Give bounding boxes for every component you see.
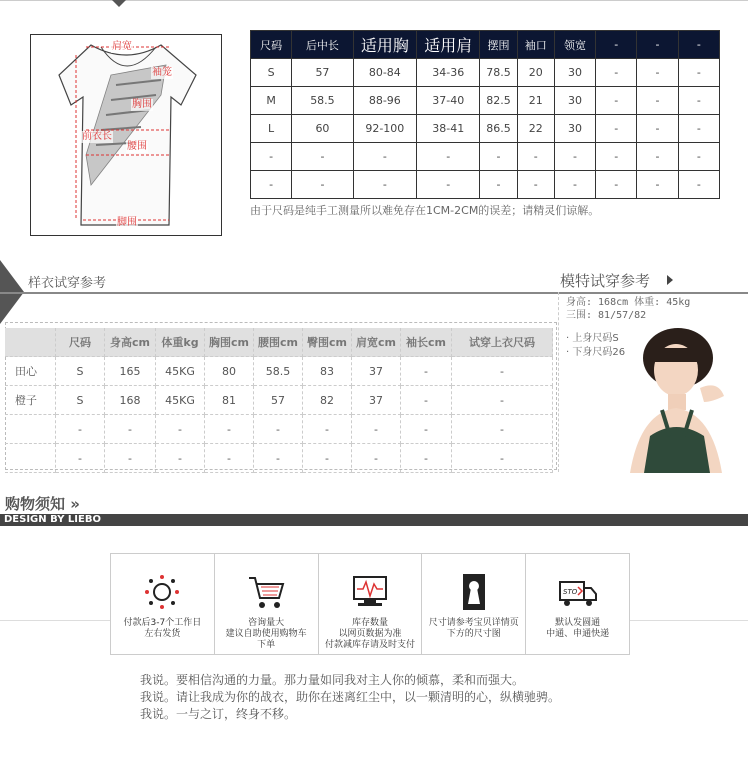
size-cell: -: [596, 115, 637, 143]
shopping-section-bar: [0, 514, 748, 526]
shoulder-label: 肩宽: [112, 41, 132, 52]
trial-table-header: [5, 328, 553, 357]
step-stock: [319, 554, 423, 654]
size-header-cell: -: [678, 31, 719, 59]
trial-cell: 165: [105, 357, 156, 386]
trial-cell: -: [401, 357, 452, 386]
trial-header-cell: 肩宽cm: [352, 328, 401, 357]
trial-cell: [5, 444, 56, 473]
size-cell: 78.5: [480, 59, 517, 87]
trial-cell: -: [205, 415, 254, 444]
size-cell: -: [480, 171, 517, 199]
step-line: 以网页数据为准: [338, 629, 402, 639]
size-header-cell: 后中长: [292, 31, 353, 59]
sleeve-label: 袖笼: [152, 67, 172, 78]
monitor-icon: [350, 572, 390, 612]
size-cell: -: [353, 171, 416, 199]
size-table-row: [251, 87, 720, 115]
step-line: 左右发货: [144, 629, 181, 639]
size-cell: 92-100: [353, 115, 416, 143]
model-height-weight: 身高: 168cm 体重: 45kg: [566, 297, 691, 308]
step-text: [320, 618, 420, 651]
trial-cell: 37: [352, 357, 401, 386]
trial-cell: -: [156, 415, 205, 444]
size-cell: 38-41: [417, 115, 480, 143]
step-line: 付款后3-7个工作日: [123, 618, 202, 628]
size-cell: -: [678, 115, 719, 143]
trial-cell: 83: [303, 357, 352, 386]
size-cell: 37-40: [417, 87, 480, 115]
trial-cell: -: [205, 444, 254, 473]
size-header-cell: 适用肩: [417, 31, 480, 59]
trial-cell: -: [254, 444, 303, 473]
model-section-title: 模特试穿参考: [560, 272, 651, 290]
size-cell: 82.5: [480, 87, 517, 115]
step-shipping-time: [111, 554, 215, 654]
trial-cell: -: [401, 415, 452, 444]
step-delivery: [526, 554, 629, 654]
design-by-label: DESIGN BY LIEBO: [4, 514, 101, 525]
truck-icon: [558, 572, 598, 612]
size-cell: -: [678, 143, 719, 171]
trial-header-cell: 腰围cm: [254, 328, 303, 357]
size-cell: -: [417, 143, 480, 171]
garment-measurement-diagram: [30, 34, 222, 236]
size-table-row: [251, 115, 720, 143]
size-header-cell: 适用胸: [353, 31, 416, 59]
trial-cell: 58.5: [254, 357, 303, 386]
measurement-note: 由于尺码是纯手工测量所以难免存在1CM-2CM的误差；请精灵们谅解。: [250, 204, 600, 217]
trial-cell: S: [56, 386, 105, 415]
trial-header-cell: [5, 328, 56, 357]
trial-cell: -: [452, 357, 553, 386]
sun-icon: [142, 572, 182, 612]
size-header-cell: -: [596, 31, 637, 59]
size-table-row: [251, 171, 720, 199]
size-cell: 88-96: [353, 87, 416, 115]
size-table-row: [251, 143, 720, 171]
model-measurements: 三围: 81/57/82: [566, 310, 647, 321]
size-cell: -: [596, 171, 637, 199]
shopping-steps: [110, 553, 630, 655]
size-cell: -: [417, 171, 480, 199]
size-cell: -: [637, 171, 678, 199]
size-cell: -: [292, 171, 353, 199]
size-cell: -: [517, 143, 554, 171]
step-line: 中通、申通快递: [546, 629, 610, 639]
trial-cell: -: [352, 444, 401, 473]
size-cell: -: [678, 59, 719, 87]
trial-cell: S: [56, 357, 105, 386]
step-text: [424, 618, 524, 640]
size-cell: -: [251, 143, 292, 171]
size-cell: 22: [517, 115, 554, 143]
size-cell: 30: [554, 87, 595, 115]
size-cell: -: [637, 115, 678, 143]
step-line: 默认发圆通: [555, 618, 601, 628]
trial-cell: -: [56, 415, 105, 444]
size-cell: -: [480, 143, 517, 171]
trial-cell: 168: [105, 386, 156, 415]
trial-cell: 57: [254, 386, 303, 415]
trial-cell: [5, 415, 56, 444]
front-length-label: 前衣长: [82, 131, 112, 142]
size-cell: 86.5: [480, 115, 517, 143]
trial-cell: 橙子: [5, 386, 56, 415]
size-cell: 80-84: [353, 59, 416, 87]
size-header-cell: 领宽: [554, 31, 595, 59]
trial-table: [5, 328, 553, 473]
size-cell: M: [251, 87, 292, 115]
size-cell: -: [251, 171, 292, 199]
size-header-cell: 袖口: [517, 31, 554, 59]
trial-cell: -: [105, 444, 156, 473]
trial-header-cell: 身高cm: [105, 328, 156, 357]
play-arrow-icon: [667, 275, 673, 285]
size-header-cell: 摆围: [480, 31, 517, 59]
trial-cell: -: [352, 415, 401, 444]
step-text: [528, 618, 628, 640]
slogan-line: 我说。要相信沟通的力量。那力量如同我对主人你的倾慕，柔和而强大。: [140, 673, 525, 687]
trial-cell: -: [452, 386, 553, 415]
size-cell: 30: [554, 59, 595, 87]
trial-cell: -: [401, 444, 452, 473]
step-text: [216, 618, 316, 651]
trial-header-cell: 试穿上衣尺码: [452, 328, 553, 357]
trial-table-row: [5, 357, 553, 386]
size-cell: -: [596, 143, 637, 171]
size-cell: -: [637, 59, 678, 87]
chest-label: 胸围: [132, 99, 152, 110]
model-photo: [600, 318, 748, 473]
size-cell: 21: [517, 87, 554, 115]
size-table: [250, 30, 720, 199]
shopping-section-title: [5, 493, 80, 514]
waist-label: 腰围: [127, 141, 147, 152]
trial-cell: 45KG: [156, 357, 205, 386]
step-line: 库存数量: [351, 618, 388, 628]
step-line: 下单: [257, 640, 276, 650]
trial-header-cell: 胸围cm: [205, 328, 254, 357]
size-header-cell: -: [637, 31, 678, 59]
trial-cell: 82: [303, 386, 352, 415]
size-cell: -: [292, 143, 353, 171]
step-line: 下方的尺寸图: [446, 629, 501, 639]
step-line: 付款减库存请及时支付: [324, 640, 415, 650]
size-cell: -: [596, 59, 637, 87]
size-cell: L: [251, 115, 292, 143]
slogan-line: 我说。请让我成为你的战衣，助你在迷离红尘中，以一颗清明的心，纵横驰骋。: [140, 690, 561, 704]
trial-table-row: [5, 415, 553, 444]
keyhole-icon: [454, 572, 494, 612]
trial-cell: -: [303, 444, 352, 473]
hem-label: 脚围: [117, 217, 137, 228]
step-text: [112, 618, 212, 640]
model-top-size: · 上身尺码S: [566, 333, 619, 344]
trial-header-cell: 袖长cm: [401, 328, 452, 357]
trial-cell: 80: [205, 357, 254, 386]
shopping-title-text: 购物须知: [5, 495, 66, 513]
trial-table-row: [5, 386, 553, 415]
trial-cell: 37: [352, 386, 401, 415]
trial-header-cell: 体重kg: [156, 328, 205, 357]
top-notch: [112, 0, 126, 7]
size-table-header: [251, 31, 720, 59]
size-cell: -: [596, 87, 637, 115]
trial-cell: -: [303, 415, 352, 444]
svg-text:STO: STO: [562, 588, 577, 596]
size-cell: 60: [292, 115, 353, 143]
step-size-reference: [422, 554, 526, 654]
slogan-line: 我说。一与之订，终身不移。: [140, 707, 297, 721]
trial-section-title: 样衣试穿参考: [28, 276, 107, 291]
size-cell: -: [678, 171, 719, 199]
trial-cell: -: [105, 415, 156, 444]
size-cell: 20: [517, 59, 554, 87]
trial-cell: -: [156, 444, 205, 473]
size-header-cell: 尺码: [251, 31, 292, 59]
trial-cell: -: [452, 444, 553, 473]
trial-table-row: [5, 444, 553, 473]
trial-cell: 田心: [5, 357, 56, 386]
cart-icon: [246, 572, 286, 612]
step-line: 建议自助使用购物车: [225, 629, 307, 639]
trial-cell: -: [254, 415, 303, 444]
trial-cell: 81: [205, 386, 254, 415]
size-cell: 34-36: [417, 59, 480, 87]
trial-cell: -: [401, 386, 452, 415]
size-cell: 58.5: [292, 87, 353, 115]
slogan-block: [140, 672, 560, 723]
trial-header-cell: 臀围cm: [303, 328, 352, 357]
size-cell: -: [517, 171, 554, 199]
size-cell: -: [353, 143, 416, 171]
size-cell: S: [251, 59, 292, 87]
size-cell: 57: [292, 59, 353, 87]
step-line: 咨询量大: [248, 618, 285, 628]
trial-header-cell: 尺码: [56, 328, 105, 357]
size-cell: 30: [554, 115, 595, 143]
size-cell: -: [678, 87, 719, 115]
size-table-row: [251, 59, 720, 87]
step-line: 尺寸请参考宝贝详情页: [428, 618, 519, 628]
step-use-cart: [215, 554, 319, 654]
trial-cell: -: [56, 444, 105, 473]
size-cell: -: [637, 87, 678, 115]
size-cell: -: [637, 143, 678, 171]
trial-cell: 45KG: [156, 386, 205, 415]
trial-cell: -: [452, 415, 553, 444]
size-cell: -: [554, 143, 595, 171]
double-chevron-icon: »: [65, 495, 80, 513]
model-bottom-size: · 下身尺码26: [566, 347, 626, 358]
size-cell: -: [554, 171, 595, 199]
garment-sketch: [31, 35, 221, 235]
